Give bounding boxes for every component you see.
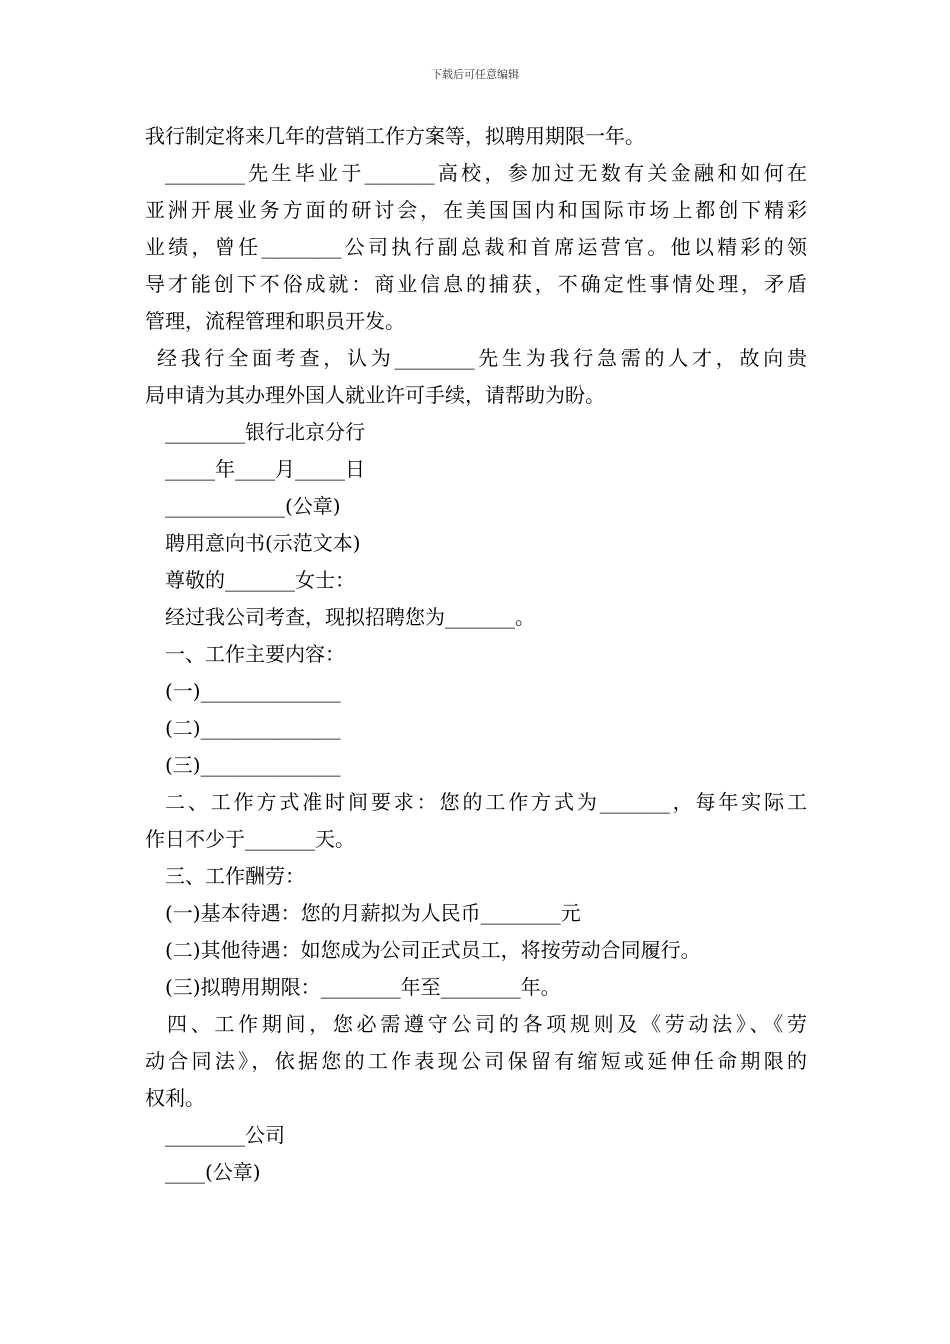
list-item: (一)______________ [165, 679, 341, 703]
signature-company-name: ________公司 [165, 1123, 285, 1147]
list-item: (一)基本待遇：您的月薪拟为人民币________元 [165, 901, 581, 925]
document-body [145, 118, 807, 1191]
signature-seal: ____________(公章) [165, 494, 341, 518]
list-heading: 三、工作酬劳： [165, 864, 305, 888]
signature-seal: ____(公章) [165, 1160, 261, 1184]
section-title: 聘用意向书(示范文本) [165, 531, 361, 555]
paragraph-line: 我行制定将来几年的营销工作方案等，拟聘用期限一年。 [145, 124, 645, 148]
salutation: 尊敬的_______女士： [165, 568, 355, 592]
paragraph-line: 四、工作期间，您必需遵守公司的各项规则及《劳动法》、《劳 [167, 1012, 807, 1036]
paragraph-line: ________先生毕业于_______高校，参加过无数有关金融和如何在 [165, 161, 807, 185]
list-item: (三)拟聘用期限：________年至________年。 [165, 975, 561, 999]
list-item: (二)其他待遇：如您成为公司正式员工，将按劳动合同履行。 [165, 938, 701, 962]
signature-bank-name: ________银行北京分行 [165, 420, 365, 444]
paragraph-line: 局申请为其办理外国人就业许可手续，请帮助为盼。 [145, 383, 605, 407]
paragraph-line: 动合同法》，依据您的工作表现公司保留有缩短或延伸任命期限的 [145, 1049, 807, 1073]
list-item: (三)______________ [165, 753, 341, 777]
paragraph-line: 管理，流程管理和职员开发。 [145, 309, 405, 333]
list-item: (二)______________ [165, 716, 341, 740]
signature-date: _____年____月_____日 [165, 457, 365, 481]
paragraph-line: 经我行全面考查，认为________先生为我行急需的人才，故向贵 [157, 346, 807, 370]
paragraph-line: 亚洲开展业务方面的研讨会，在美国国内和国际市场上都创下精彩 [145, 198, 807, 222]
paragraph-line: 作日不少于_______天。 [145, 827, 355, 851]
paragraph-line: 导才能创下不俗成就：商业信息的捕获，不确定性事情处理，矛盾 [145, 272, 807, 296]
paragraph-line: 业绩，曾任________公司执行副总裁和首席运营官。他以精彩的领 [145, 235, 807, 259]
list-heading: 一、工作主要内容： [165, 642, 345, 666]
page-header-note: 下载后可任意编辑 [431, 68, 519, 81]
paragraph-line: 二、工作方式准时间要求：您的工作方式为_______，每年实际工 [165, 790, 807, 814]
paragraph-line: 经过我公司考查，现拟招聘您为_______。 [165, 605, 535, 629]
paragraph-line: 权利。 [145, 1086, 205, 1110]
